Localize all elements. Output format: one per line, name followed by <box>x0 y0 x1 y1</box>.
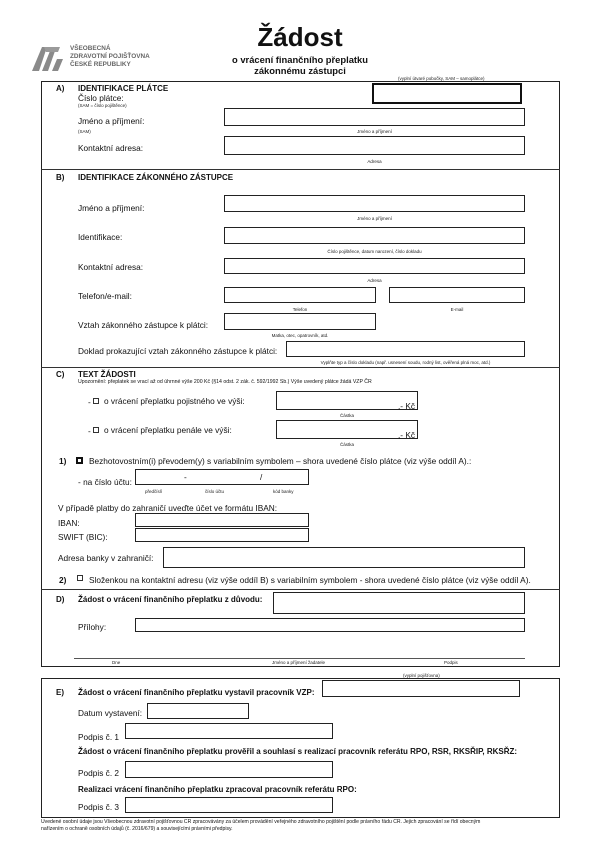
rep-id-caption: Číslo pojištěnce, datum narození, číslo dokladu <box>327 249 422 254</box>
logo-line-1: VŠEOBECNÁ <box>70 45 111 52</box>
section-e-vzp-note: (vyplní pojišťovna) <box>403 673 440 678</box>
gdpr-footer-line-2: nařízením o ochraně osobních údajů (č. 2016/679) a souvisejícími právními předpisy. <box>41 826 233 832</box>
bank-address-input[interactable] <box>163 547 525 568</box>
section-a-heading: IDENTIFIKACE PLÁTCE <box>78 84 169 93</box>
section-c-letter: C) <box>56 370 65 379</box>
rep-address-caption: Adresa <box>367 278 382 283</box>
applicant-name-caption: Jméno a příjmení žadatele <box>272 660 326 665</box>
rep-email-caption: E-mail <box>450 307 464 312</box>
payer-sam-note: (SAM) <box>78 129 91 134</box>
insurance-checkbox[interactable] <box>93 398 99 404</box>
vzp-logo-icon <box>30 43 66 73</box>
section-d-letter: D) <box>56 595 65 604</box>
section-b-heading: IDENTIFIKACE ZÁKONNÉHO ZÁSTUPCE <box>78 173 234 182</box>
payer-number-note: (SAM = číslo pojištěnce) <box>78 103 127 108</box>
section-a-letter: A) <box>56 84 65 93</box>
rep-relation-caption: Matka, otec, opatrovník, atd. <box>271 333 329 338</box>
processed-by-heading: Realizaci vrácení finančního přeplatku zpracoval pracovník referátu RPO: <box>78 785 357 794</box>
rep-phone-caption: Telefon <box>292 307 308 312</box>
reason-input[interactable] <box>273 592 525 614</box>
attachments-label: Přílohy: <box>78 622 107 632</box>
option-2-number: 2) <box>59 575 67 585</box>
insurance-label: o vrácení přeplatku pojistného ve výši: <box>104 396 245 406</box>
section-c-heading: TEXT ŽÁDOSTI <box>78 370 136 379</box>
rep-phone-input[interactable] <box>224 287 376 303</box>
option-1-number: 1) <box>59 456 67 466</box>
rep-phone-label: Telefon/e-mail: <box>78 291 132 301</box>
account-slash: / <box>260 472 263 482</box>
insurance-dash: - <box>88 397 91 407</box>
penalty-dash: - <box>88 426 91 436</box>
foreign-payment-note: V případě platby do zahraničí uveďte účet ve formátu IBAN: <box>58 503 278 513</box>
issued-by-heading: Žádost o vrácení finančního přeplatku vystavil pracovník VZP: <box>78 688 315 697</box>
payer-name-caption: Jméno a příjmení <box>357 129 392 134</box>
swift-input[interactable] <box>135 528 309 542</box>
divider-c-d <box>41 589 560 590</box>
signature-3-label: Podpis č. 3 <box>78 802 120 812</box>
divider-b-c <box>41 367 560 368</box>
signature-1-input[interactable] <box>125 723 333 739</box>
section-c-intro: Upozornění: přeplatek se vrací až od úhrnné výše 200 Kč (§14 odst. 2 zák. č. 592/1992 Sb.) Výše uvedený plátce žádá VZP ČR <box>78 379 372 385</box>
verified-by-heading: Žádost o vrácení finančního přeplatku prověřil a souhlasí s realizací pracovník referátu RPO, RSR, RKSŘIP, RKSŘZ: <box>78 747 518 756</box>
payer-name-label: Jméno a příjmení: <box>78 116 145 126</box>
rep-proof-caption: Vyplňte typ a číslo dokladu (např. usnesení soudu, rodný list, ověřená plná moc, atd.) <box>320 360 491 365</box>
penalty-currency: ,- Kč <box>398 430 416 440</box>
rep-email-input[interactable] <box>389 287 525 303</box>
date-caption: Dne <box>112 660 121 665</box>
attachments-input[interactable] <box>135 618 525 632</box>
section-d-heading: Žádost o vrácení finančního přeplatku z důvodu: <box>78 595 263 604</box>
bank-address-label: Adresa banky v zahraničí: <box>58 553 154 563</box>
logo-line-2: ZDRAVOTNÍ POJIŠŤOVNA <box>70 53 150 60</box>
rep-name-caption: Jméno a příjmení <box>357 216 392 221</box>
iban-label: IBAN: <box>58 518 80 528</box>
account-label: - na číslo účtu: <box>78 477 132 487</box>
divider-a-b <box>41 169 560 170</box>
signature-2-label: Podpis č. 2 <box>78 768 120 778</box>
issue-date-label: Datum vystavení: <box>78 708 143 718</box>
penalty-amount-caption: Částka <box>339 442 354 447</box>
rep-relation-input[interactable] <box>224 313 376 330</box>
document-subtitle-2: zákonnému zástupci <box>254 65 346 76</box>
rep-address-input[interactable] <box>224 258 525 274</box>
signature-line <box>74 658 525 659</box>
document-subtitle-1: o vrácení finančního přeplatku <box>232 54 368 65</box>
iban-input[interactable] <box>135 513 309 527</box>
insurance-currency: ,- Kč <box>398 401 416 411</box>
option-2-checkbox[interactable] <box>77 575 83 581</box>
account-prefix-caption: předčíslí <box>145 489 163 494</box>
swift-label: SWIFT (BIC): <box>58 532 108 542</box>
account-dash: - <box>184 472 187 482</box>
account-number-input[interactable] <box>135 469 309 485</box>
penalty-amount-input[interactable] <box>276 420 418 439</box>
rep-name-input[interactable] <box>224 195 525 212</box>
option-2-text: Složenkou na kontaktní adresu (viz výše oddíl B) s variabilním symbolem - shora uvedené číslo plátce (viz výše oddíl A). <box>89 575 531 585</box>
issue-date-input[interactable] <box>147 703 249 719</box>
option-1-checkbox[interactable] <box>76 457 83 464</box>
payer-number-input[interactable] <box>372 83 522 104</box>
payer-address-input[interactable] <box>224 136 525 155</box>
rep-relation-label: Vztah zákonného zástupce k plátci: <box>78 320 209 330</box>
penalty-label: o vrácení přeplatku penále ve výši: <box>104 425 232 435</box>
option-1-text: Bezhotovostním(i) převodem(y) s variabilním symbolem – shora uvedené číslo plátce (viz výše oddíl A).: <box>89 456 472 466</box>
penalty-checkbox[interactable] <box>93 427 99 433</box>
rep-id-label: Identifikace: <box>78 232 123 242</box>
logo-line-3: ČESKÉ REPUBLIKY <box>70 61 131 68</box>
payer-name-input[interactable] <box>224 108 525 126</box>
signature-2-input[interactable] <box>125 761 333 778</box>
insurance-amount-input[interactable] <box>276 391 418 410</box>
rep-proof-input[interactable] <box>286 341 525 357</box>
section-e-letter: E) <box>56 688 64 697</box>
signature-caption: Podpis <box>444 660 458 665</box>
insurance-amount-caption: Částka <box>339 413 354 418</box>
account-number-caption: číslo účtu <box>205 489 225 494</box>
rep-id-input[interactable] <box>224 227 525 244</box>
issued-by-input[interactable] <box>322 680 520 697</box>
section-b-letter: B) <box>56 173 65 182</box>
payer-address-label: Kontaktní adresa: <box>78 143 144 153</box>
vzp-logo <box>30 43 170 73</box>
signature-3-input[interactable] <box>125 797 333 813</box>
rep-address-label: Kontaktní adresa: <box>78 262 144 272</box>
signature-1-label: Podpis č. 1 <box>78 732 120 742</box>
gdpr-footer-line-1: Uvedené osobní údaje jsou Všeobecnou zdravotní pojišťovnou ČR zpracovávány za účelem provádění veřejného zdravotního pojištění podle právního řádu ČR. Jejich zpracování se řídí obecným <box>41 819 481 825</box>
bank-code-caption: kód banky <box>273 489 294 494</box>
payer-address-caption: Adresa <box>367 159 382 164</box>
document-title: Žádost <box>257 22 343 52</box>
rep-name-label: Jméno a příjmení: <box>78 203 145 213</box>
vzp-fill-note: (vyplní útvaré pobočky, SAM – samoplátce) <box>398 76 485 81</box>
payer-number-label: Číslo plátce: <box>78 93 124 103</box>
rep-proof-label: Doklad prokazující vztah zákonného zástupce k plátci: <box>78 346 278 356</box>
